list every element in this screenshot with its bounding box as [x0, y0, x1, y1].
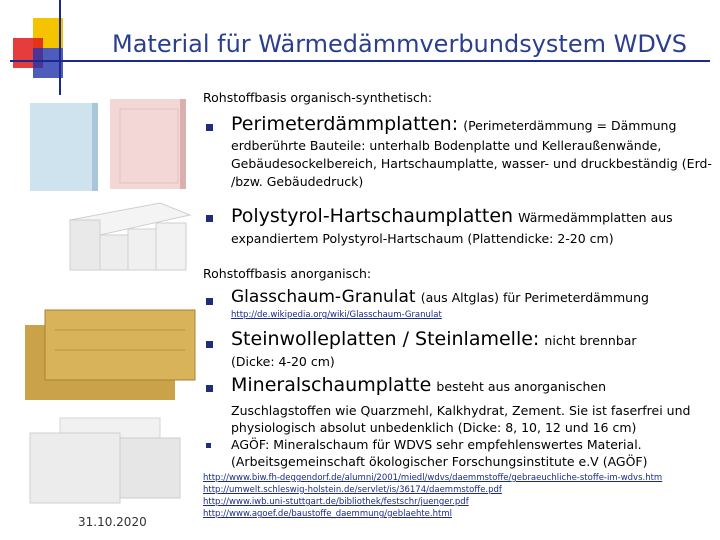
deco-horizontal-line: [10, 60, 710, 62]
list-item: [231, 287, 649, 307]
item-line: AGÖF: Mineralschaum für WDVS sehr empfehlenswertes Material.: [231, 437, 642, 452]
mineral-wool-photo: [15, 300, 205, 405]
organic-header: Rohstoffbasis organisch-synthetisch:: [203, 90, 433, 105]
polystyrene-boards-photo: [60, 195, 200, 275]
reference-link[interactable]: http://www.agoef.de/baustoffe_daemmung/geblaehte.html: [203, 509, 452, 519]
inorganic-header: Rohstoffbasis anorganisch:: [203, 266, 372, 281]
bullet-icon: [206, 341, 213, 348]
list-item: [231, 328, 637, 350]
item-inline: (aus Altglas) für Perimeterdämmung: [420, 290, 649, 305]
item-heading: Polystyrol-Hartschaumplatten: [231, 205, 514, 227]
bullet-icon: [206, 215, 213, 222]
wikipedia-link[interactable]: http://de.wikipedia.org/wiki/Glasschaum-Granulat: [231, 310, 442, 320]
list-item: [231, 113, 676, 135]
item-line: (Dicke: 4-20 cm): [231, 354, 335, 369]
bullet-icon: [206, 124, 213, 131]
item-heading: Perimeterdämmplatten:: [231, 113, 459, 135]
reference-link[interactable]: http://www.iwb.uni-stuttgart.de/bibliothek/festschr/juenger.pdf: [203, 497, 469, 507]
item-line: physiologisch absolut unbedenklich (Dicke: 8, 10, 12 und 16 cm): [231, 420, 637, 435]
item-heading: Steinwolleplatten / Steinlamelle:: [231, 328, 540, 350]
reference-link[interactable]: http://umwelt.schleswig-holstein.de/servlet/is/36174/daemmstoffe.pdf: [203, 485, 502, 495]
item-line: (Arbeitsgemeinschaft ökologischer Forschungsinstitute e.V (AGÖF): [231, 454, 648, 469]
item-line: Gebäudesockelbereich, Hartschaumplatte, wasser- und druckbeständig (Erd-: [231, 156, 712, 171]
item-inline: (Perimeterdämmung = Dämmung: [463, 118, 677, 133]
item-inline: nicht brennbar: [544, 333, 637, 348]
item-line: Zuschlagstoffen wie Quarzmehl, Kalkhydrat, Zement. Sie ist faserfrei und: [231, 403, 691, 418]
insulation-boards-photo: [10, 95, 200, 195]
page-title: Material für Wärmedämmverbundsystem WDVS: [112, 30, 688, 58]
list-item: [231, 374, 606, 396]
mineral-foam-boards-photo: [10, 408, 200, 508]
item-heading: Glasschaum-Granulat: [231, 287, 416, 307]
item-line: erdberührte Bauteile: unterhalb Bodenplatte und Kelleraußenwände,: [231, 138, 662, 153]
reference-link[interactable]: http://www.biw.fh-deggendorf.de/alumni/2001/miedl/wdvs/daemmstoffe/gebraeuchliche-stoffe-im-wdvs.htm: [203, 473, 663, 483]
bullet-icon: [206, 443, 211, 448]
item-inline: Wärmedämmplatten aus: [518, 210, 673, 225]
item-line: expandiertem Polystyrol-Hartschaum (Plattendicke: 2-20 cm): [231, 231, 614, 246]
item-inline: besteht aus anorganischen: [436, 379, 607, 394]
bullet-icon: [206, 298, 213, 305]
item-heading: Mineralschaumplatte: [231, 374, 432, 396]
deco-vertical-line: [59, 0, 61, 95]
item-line: /bzw. Gebäudedruck): [231, 174, 364, 189]
bullet-icon: [206, 385, 213, 392]
slide-date: 31.10.2020: [78, 515, 147, 529]
list-item: [231, 205, 673, 227]
